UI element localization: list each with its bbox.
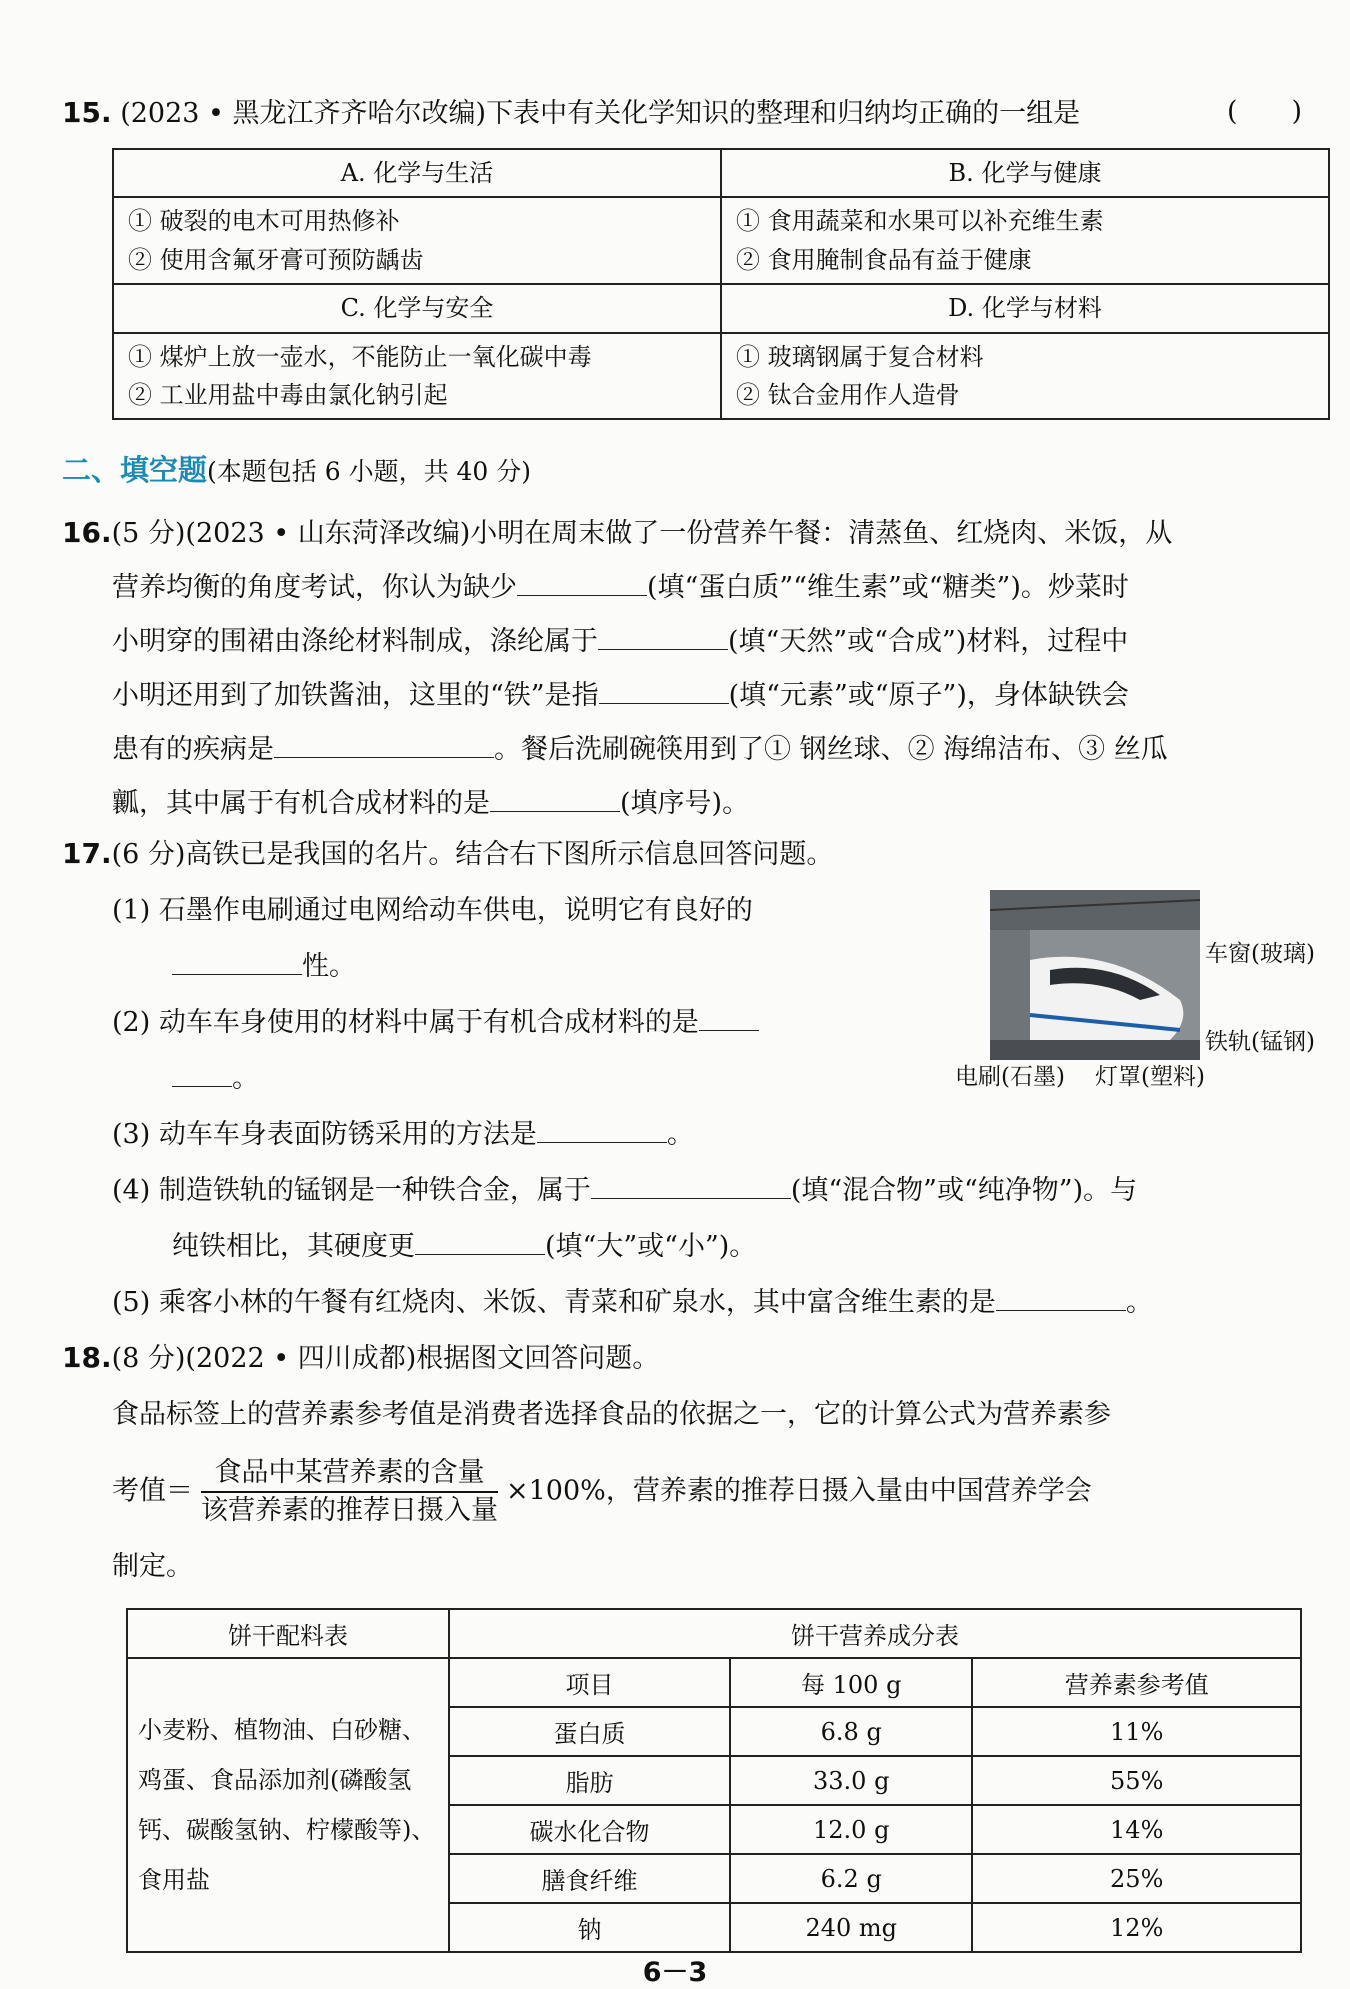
q17-part-5a: (5) 乘客小林的午餐有红烧肉、米饭、青菜和矿泉水，其中富含维生素的是 xyxy=(112,1287,996,1318)
q16-blank-4[interactable] xyxy=(274,731,494,758)
col-head-per100g: 每 100 g xyxy=(730,1658,972,1707)
option-d-head: D. 化学与材料 xyxy=(721,284,1329,332)
q16-line-4b: (填“元素”或“原子”)，身体缺铁会 xyxy=(728,680,1129,711)
cell-amount: 12.0 g xyxy=(730,1805,972,1854)
q17-blank-4[interactable] xyxy=(591,1172,791,1199)
col-head-item: 项目 xyxy=(449,1658,730,1707)
biscuit-table xyxy=(126,1608,1302,1953)
ingredient-line: 鸡蛋、食品添加剂(磷酸氢 xyxy=(138,1766,412,1794)
section-header xyxy=(62,448,531,489)
option-a-head: A. 化学与生活 xyxy=(113,149,721,197)
option-c-items xyxy=(113,333,721,420)
q16-line-5a: 患有的疾病是 xyxy=(112,734,274,765)
q17-blank-3[interactable] xyxy=(537,1116,667,1143)
cell-item: 膳食纤维 xyxy=(449,1854,730,1903)
ingredient-line: 钙、碳酸氢钠、柠檬酸等)、 xyxy=(138,1816,436,1844)
high-speed-train-photo xyxy=(990,890,1200,1060)
q17-part-4b: (填“混合物”或“纯净物”)。与 xyxy=(790,1175,1138,1206)
q15-options-table xyxy=(112,148,1330,420)
q17-part-4a: (4) 制造铁轨的锰钢是一种铁合金，属于 xyxy=(112,1175,591,1206)
q16-number: 16. xyxy=(62,516,112,549)
q17-number: 17. xyxy=(62,837,112,870)
cell-item: 钠 xyxy=(449,1903,730,1952)
q16-line-2a: 营养均衡的角度考试，你认为缺少 xyxy=(112,572,517,603)
label-lamp: 灯罩(塑料) xyxy=(1095,1064,1205,1090)
q18-number: 18. xyxy=(62,1341,112,1374)
q16-line-5b: 。餐后洗刷碗筷用到了① 钢丝球、② 海绵洁布、③ 丝瓜 xyxy=(494,734,1168,765)
q15-stem: (2023 • 黑龙江齐齐哈尔改编)下表中有关化学知识的整理和归纳均正确的一组是 xyxy=(120,98,1081,129)
q15-number: 15. xyxy=(62,96,112,129)
option-b-item-2: ② 食用腌制食品有益于健康 xyxy=(736,245,1032,274)
q15-stem-line xyxy=(62,86,1303,139)
cell-nrv: 55% xyxy=(972,1756,1301,1805)
q16-line-6a: 瓤，其中属于有机合成材料的是 xyxy=(112,788,490,819)
option-b-item-1: ① 食用蔬菜和水果可以补充维生素 xyxy=(736,207,1104,236)
q17-part-1b: 性。 xyxy=(302,951,356,982)
label-brush: 电刷(石墨) xyxy=(955,1064,1065,1090)
q17-part-2a: (2) 动车车身使用的材料中属于有机合成材料的是 xyxy=(112,1007,699,1038)
cell-amount: 6.8 g xyxy=(730,1707,972,1756)
option-c-item-1: ① 煤炉上放一壶水，不能防止一氧化碳中毒 xyxy=(128,342,592,371)
q17-blank-5[interactable] xyxy=(415,1228,545,1255)
cell-nrv: 12% xyxy=(972,1903,1301,1952)
q16-line-6b: (填序号)。 xyxy=(620,788,750,819)
q18-line-1: 食品标签上的营养素参考值是消费者选择食品的依据之一，它的计算公式为营养素参 xyxy=(112,1399,1111,1430)
section-subtitle: (本题包括 6 小题，共 40 分) xyxy=(207,457,532,486)
option-d-item-2: ② 钛合金用作人造骨 xyxy=(736,380,960,409)
q18-formula-fraction xyxy=(201,1455,498,1529)
ingredients-list xyxy=(127,1658,449,1952)
q17-part-1a: (1) 石墨作电刷通过电网给动车供电，说明它有良好的 xyxy=(112,895,753,926)
q17-blank-2a[interactable] xyxy=(699,1004,759,1031)
q18-formula-lhs: 考值＝ xyxy=(112,1475,193,1507)
cell-amount: 33.0 g xyxy=(730,1756,972,1805)
option-d-item-1: ① 玻璃钢属于复合材料 xyxy=(736,342,984,371)
cell-nrv: 25% xyxy=(972,1854,1301,1903)
q15-answer-paren: ( ) xyxy=(1227,96,1303,127)
col-head-nrv: 营养素参考值 xyxy=(972,1658,1301,1707)
q16-line-2b: (填“蛋白质”“维生素”或“糖类”)。炒菜时 xyxy=(647,572,1129,603)
label-window: 车窗(玻璃) xyxy=(1205,941,1315,967)
q17-part-5b: 。 xyxy=(1125,1287,1153,1318)
option-b-head: B. 化学与健康 xyxy=(721,149,1329,197)
cell-item: 蛋白质 xyxy=(449,1707,730,1756)
cell-item: 脂肪 xyxy=(449,1756,730,1805)
ingredients-head: 饼干配料表 xyxy=(127,1609,449,1658)
q17-part-2b: 。 xyxy=(232,1063,259,1094)
q16-blank-3[interactable] xyxy=(599,677,729,704)
q16-blank-2[interactable] xyxy=(598,623,728,650)
nutrition-head: 饼干营养成分表 xyxy=(449,1609,1301,1658)
q16-line-4a: 小明还用到了加铁酱油，这里的“铁”是指 xyxy=(112,680,599,711)
q16-blank-1[interactable] xyxy=(517,569,647,596)
option-a-item-1: ① 破裂的电木可用热修补 xyxy=(128,207,400,236)
q17-blank-2b[interactable] xyxy=(172,1060,232,1087)
cell-amount: 240 mg xyxy=(730,1903,972,1952)
ingredient-line: 小麦粉、植物油、白砂糖、 xyxy=(138,1716,426,1744)
ingredient-line: 食用盐 xyxy=(138,1866,210,1894)
q17-blank-1[interactable] xyxy=(172,948,302,975)
q17-part-3b: 。 xyxy=(666,1119,694,1150)
q17-part-3a: (3) 动车车身表面防锈采用的方法是 xyxy=(112,1119,537,1150)
q17-part-4d: (填“大”或“小”)。 xyxy=(545,1231,757,1262)
q16-line-3a: 小明穿的围裙由涤纶材料制成，涤纶属于 xyxy=(112,626,598,657)
q16-line-3b: (填“天然”或“合成”)材料，过程中 xyxy=(728,626,1129,657)
q18-formula-rhs: ×100%，营养素的推荐日摄入量由中国营养学会 xyxy=(506,1475,1092,1507)
q17-part-4c: 纯铁相比，其硬度更 xyxy=(172,1231,415,1262)
option-a-items xyxy=(113,197,721,284)
q16-blank-5[interactable] xyxy=(490,785,620,812)
page-number: 6－3 xyxy=(642,1957,708,1988)
q16 xyxy=(62,506,1172,831)
cell-nrv: 14% xyxy=(972,1805,1301,1854)
option-a-item-2: ② 使用含氟牙膏可预防龋齿 xyxy=(128,245,424,274)
fraction-numerator: 食品中某营养素的含量 xyxy=(201,1455,498,1493)
cell-item: 碳水化合物 xyxy=(449,1805,730,1854)
cell-amount: 6.2 g xyxy=(730,1854,972,1903)
option-c-item-2: ② 工业用盐中毒由氯化钠引起 xyxy=(128,380,448,409)
label-rail: 铁轨(锰钢) xyxy=(1205,1029,1315,1055)
q16-line-1: (5 分)(2023 • 山东菏泽改编)小明在周末做了一份营养午餐：清蒸鱼、红烧肉、米饭，从 xyxy=(111,518,1173,549)
q18-line-3: 制定。 xyxy=(112,1551,193,1582)
option-b-items xyxy=(721,197,1329,284)
fraction-denominator: 该营养素的推荐日摄入量 xyxy=(201,1495,498,1526)
q17-stem: (6 分)高铁已是我国的名片。结合右下图所示信息回答问题。 xyxy=(111,839,834,870)
q18 xyxy=(62,1330,1111,1595)
option-d-items xyxy=(721,333,1329,420)
option-c-head: C. 化学与安全 xyxy=(113,284,721,332)
cell-nrv: 11% xyxy=(972,1707,1301,1756)
q18-stem: (8 分)(2022 • 四川成都)根据图文回答问题。 xyxy=(111,1343,660,1374)
section-title: 二、填空题 xyxy=(62,453,208,487)
q17-blank-6[interactable] xyxy=(996,1284,1126,1311)
